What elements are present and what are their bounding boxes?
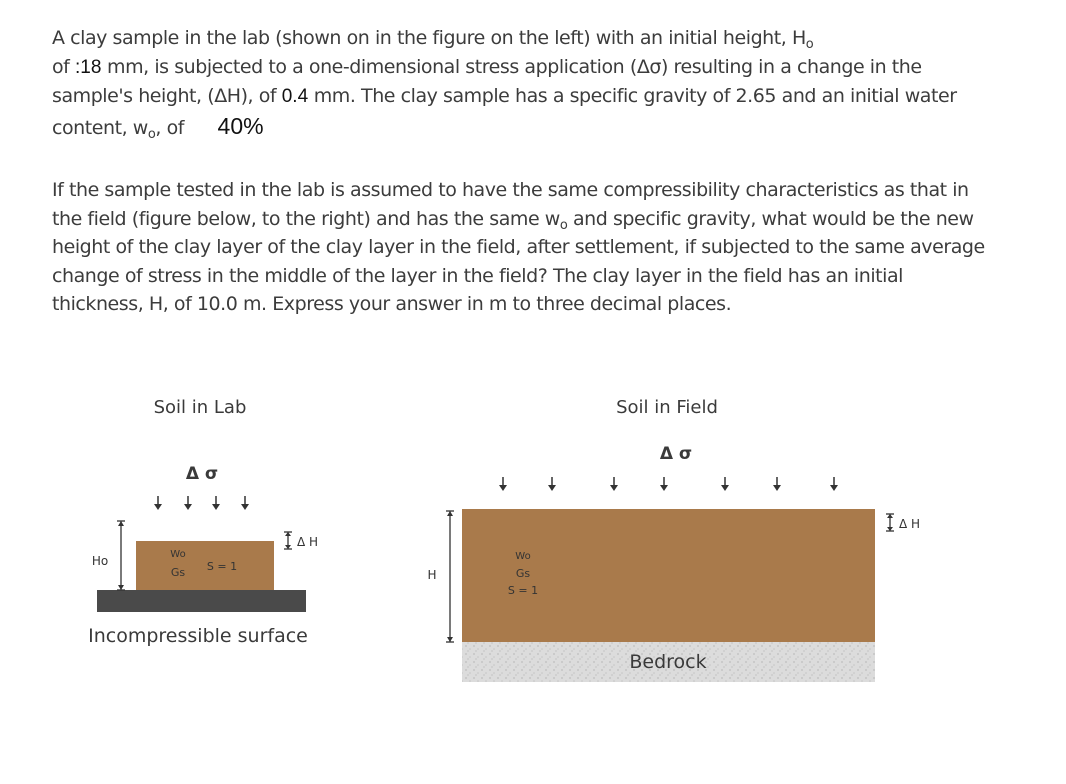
field-s-label: S = 1	[507, 584, 539, 597]
lab-stress-arrows	[154, 496, 249, 510]
field-stress-label: Δ σ	[659, 444, 693, 464]
p1-text-5: , of	[155, 116, 184, 139]
problem-paragraph-2	[52, 176, 992, 319]
p2-text-2: and specific gravity, what would be the new height of the clay layer of the clay layer in the field, after settlement, if subjected to the same average change of stress in the middle of the layer in the field? The clay layer in the field has an initial thickness, H, of 10.0 m. Express your answer in m to three decimal places.	[52, 207, 985, 315]
field-w0-label: Wo	[515, 551, 531, 562]
dh-value: 0.4	[281, 86, 309, 107]
lab-height-dimension	[117, 521, 125, 590]
lab-w0-label: Wo	[170, 549, 186, 560]
lab-s-label: S = 1	[206, 560, 238, 573]
h0-value: :18	[75, 56, 102, 78]
w0-subscript: o	[147, 126, 156, 142]
problem-paragraph-1	[52, 24, 992, 142]
field-stress-arrows	[499, 477, 838, 491]
p1-text-4: mm. The clay sample has a specific gravity of 2.65 and an initial water content, w	[52, 85, 957, 139]
p2-w0-subscript: o	[559, 217, 568, 233]
field-dh-dimension	[886, 514, 894, 531]
lab-figure	[88, 397, 318, 647]
soil-figure	[0, 380, 1066, 784]
lab-title: Soil in Lab	[153, 397, 247, 418]
p2-text-1: If the sample tested in the lab is assumed to have the same compressibility characteristics as that in the field (figure below, to the right) and has the same w	[52, 179, 969, 230]
field-gs-label: Gs	[515, 567, 531, 580]
h0-subscript: o	[805, 37, 814, 52]
p1-text-3: mm, is subjected to a one-dimensional stress application (Δσ) resulting in a change in the sample's height, (ΔH), of	[52, 55, 922, 107]
field-height-label: H	[427, 568, 437, 582]
lab-stress-label: Δ σ	[185, 464, 219, 484]
p1-text-1: A clay sample in the lab (shown on in the figure on the left) with an initial height, H	[52, 27, 806, 49]
lab-incompressible-base	[97, 590, 306, 612]
lab-gs-label: Gs	[170, 566, 186, 579]
field-figure	[427, 397, 920, 682]
lab-clay-sample	[136, 541, 274, 590]
w0-value: 40%	[217, 112, 264, 139]
lab-dh-label: Δ H	[297, 535, 319, 549]
lab-dh-dimension	[284, 532, 292, 549]
p1-text-2: of	[52, 55, 76, 78]
field-height-dimension	[446, 511, 454, 642]
lab-base-label: Incompressible surface	[88, 625, 308, 647]
field-title: Soil in Field	[616, 397, 718, 418]
field-dh-label: Δ H	[899, 517, 921, 531]
lab-height-label: Ho	[91, 554, 109, 568]
field-bedrock-label: Bedrock	[629, 651, 707, 673]
